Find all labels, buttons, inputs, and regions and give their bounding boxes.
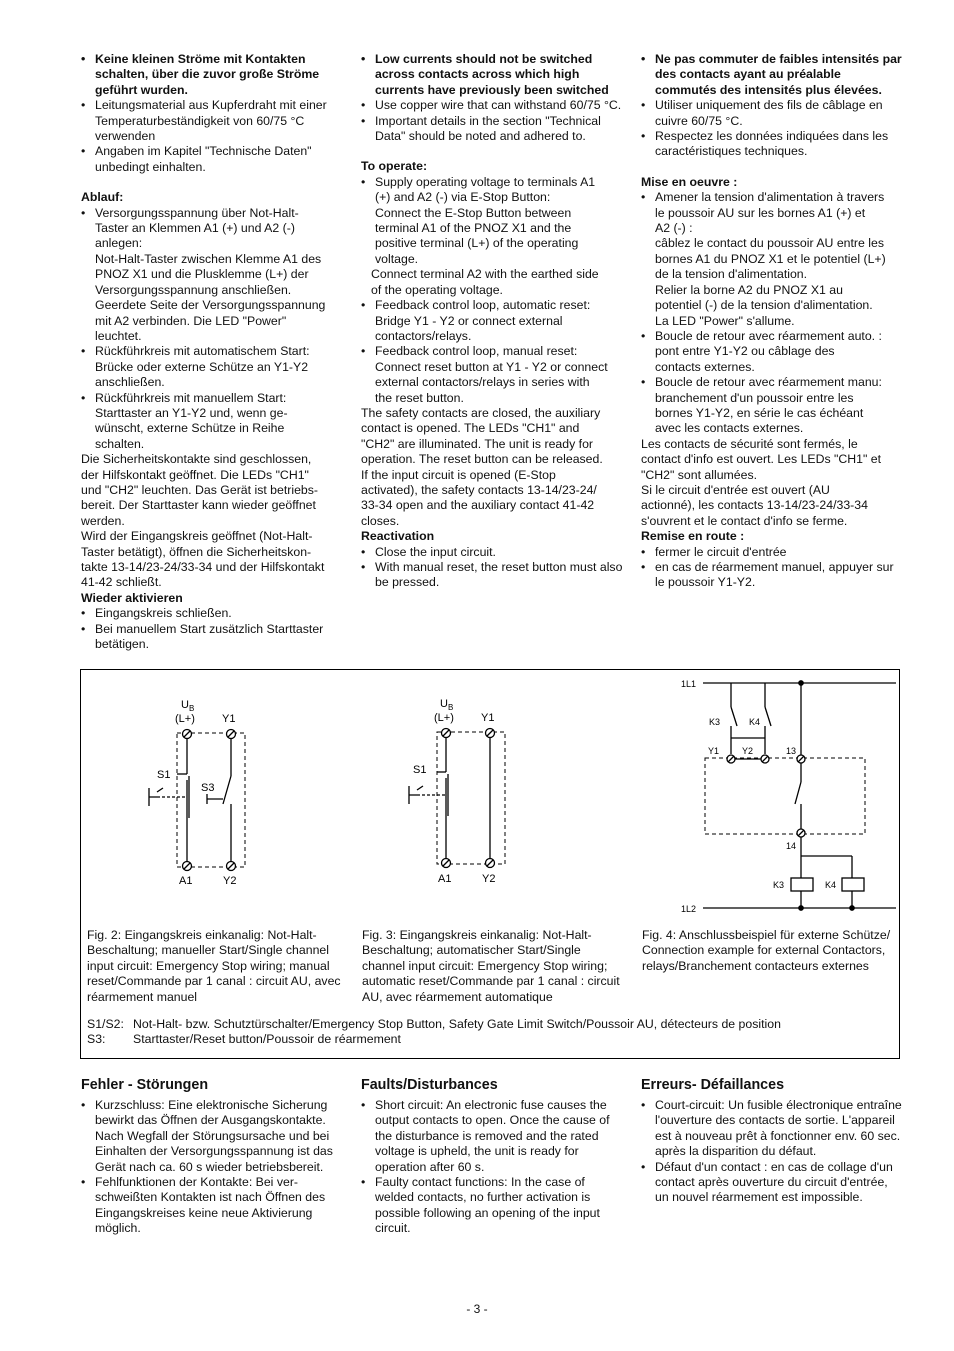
list-item: • Ne pas commuter de faibles intensités par des contacts ayant au préalable commutés des intensités plus élevées. [641, 52, 903, 98]
list-item: • Eingangskreis schließen. [81, 606, 341, 621]
section-heading-remise-en-route: Remise en route : [641, 529, 745, 544]
paragraph [81, 452, 341, 591]
list-item: • Important details in the section "Technical Data" should be noted and adhered to. [361, 114, 623, 145]
faults-list-de [81, 1098, 343, 1237]
list-item: • Faulty contact functions: In the case of welded contacts, no further activation is possible following an opening of the input circuit. [361, 1175, 623, 1237]
fig2-label-ub-sub: B [189, 704, 195, 713]
fig4-label-y2: Y2 [742, 746, 754, 756]
fig4-label-y1: Y1 [708, 746, 720, 756]
reset-switch-icon [223, 776, 231, 804]
text-line: potentiel (-) de la tension d'alimentation. [655, 298, 873, 313]
k3-coil-icon [791, 878, 813, 891]
text-line: • Boucle de retour avec réarmement auto. : [655, 328, 882, 343]
text-line: • Versorgungsspannung über Not-Halt- [95, 205, 299, 220]
text-line: • Feedback control loop, automatic reset: [375, 298, 591, 313]
fig2-label-s1: S1 [157, 769, 171, 781]
text-line: contact d'info est ouvert. Les LEDs "CH1" et [641, 452, 882, 467]
device-outline [437, 732, 505, 864]
fig4-label-k4-coil: K4 [825, 880, 837, 890]
k3-contact-icon [731, 707, 737, 726]
fig4-caption: Fig. 4: Anschlussbeispiel für externe Schütze/ Connection example for external Contactors, relays/Branchement contacteurs externes [642, 928, 891, 973]
wiring-diagrams [81, 670, 899, 920]
list-item: • Court-circuit: Un fusible électronique entraîne l'ouverture des contacts de sortie. L'appareil est à nouveau prêt à fonctionner env. 60 sec. après la disparition du défaut. [641, 1098, 903, 1160]
k4-coil-icon [842, 878, 864, 891]
list-item: • Défaut d'un contact : en cas de collage d'un contact après ouverture du circuit d'entrée, un nouvel réarmement est impossible. [641, 1160, 903, 1206]
text-line: Connect terminal A2 with the earthed side [371, 267, 599, 282]
faults-list-en [361, 1098, 623, 1237]
list-item [641, 329, 903, 375]
text-line: • Rückführkreis mit manuellem Start: [95, 390, 287, 405]
text-line: bereit. Der Starttaster kann wieder geöffnet [81, 498, 316, 513]
german-column [81, 52, 341, 652]
text-line: Taster betätigt), öffnen die Sicherheitskon- [81, 544, 312, 559]
fig3-label-lplus: (L+) [434, 712, 454, 724]
text-line: s'ouvrent et le contact d'info se ferme. [641, 513, 848, 528]
list-item: • en cas de réarmement manuel, appuyer sur le poussoir Y1-Y2. [641, 560, 903, 591]
fig3-label-y2: Y2 [482, 873, 496, 885]
text-line: wünscht, externe Schütze in Reihe [95, 421, 285, 436]
english-procedure-list [361, 175, 623, 267]
list-item: • Keine kleinen Ströme mit Kontakten schalten, über die zuvor große Ströme geführt wurden. [81, 52, 341, 98]
text-line: • Supply operating voltage to terminals A1 [375, 174, 596, 189]
list-item: • Low currents should not be switched across contacts across which high currents have previously been switched [361, 52, 623, 98]
list-item: • Bei manuellem Start zusätzlich Starttaster betätigen. [81, 622, 341, 653]
text-line: contactors/relays. [375, 328, 472, 343]
list-item [361, 344, 623, 406]
fig3-caption: Fig. 3: Eingangskreis einkanalig: Not-Halt-Beschaltung; automatischer Start/Single channel input circuit: Emergency Stop wiring; automatic reset/Commande par 1 canal : circuit AU, avec réarmement automatique [362, 928, 620, 1004]
text-line: contacts externes. [655, 359, 755, 374]
section-heading-ablauf: Ablauf: [81, 190, 124, 205]
fig4-label-k3-coil: K3 [773, 880, 785, 890]
text-line: voltage. [375, 251, 419, 266]
text-line: Starttaster an Y1-Y2 und, wenn ge- [95, 405, 288, 420]
text-line: the reset button. [375, 390, 464, 405]
text-line: The safety contacts are closed, the auxiliary [361, 405, 601, 420]
text-line: external contactors/relays in series with [375, 375, 590, 390]
paragraph [361, 406, 623, 529]
section-heading-mise-en-oeuvre: Mise en oeuvre : [641, 174, 738, 189]
figure-legend [87, 1017, 781, 1048]
fig4-diagram [703, 681, 896, 910]
text-line: positive terminal (L+) of the operating [375, 236, 579, 251]
section-heading-to-operate: To operate: [361, 159, 428, 174]
faults-heading-en: Faults/Disturbances [361, 1077, 498, 1093]
text-line: schalten. [95, 436, 145, 451]
text-line: terminal A1 of the PNOZ X1 and the [375, 221, 572, 236]
list-item: • Leitungsmaterial aus Kupferdraht mit einer Temperaturbeständigkeit von 60/75 °C verwenden [81, 98, 341, 144]
legend-text: Not-Halt- bzw. Schutztürschalter/Emergency Stop Button, Safety Gate Limit Switch/Poussoir AU, détecteurs de position [133, 1017, 781, 1031]
text-line: bornes A1 du PNOZ X1 et le potentiel (L+) [655, 251, 886, 266]
fig2-caption: Fig. 2: Eingangskreis einkanalig: Not-Halt-Beschaltung; manueller Start/Single channel input circuit: Emergency Stop wiring; manual reset/Commande par 1 canal : circuit AU, avec réarmement manuel [87, 928, 341, 1004]
text-line: (+) and A2 (-) via E-Stop Button: [375, 190, 551, 205]
text-line: Taster an Klemmen A1 (+) und A2 (-) [95, 221, 295, 236]
text-line: der Hilfskontakt geöffnet. Die LEDs "CH1" [81, 467, 309, 482]
text-line: • Feedback control loop, manual reset: [375, 344, 578, 359]
text-line: If the input circuit is opened (E-Stop [361, 467, 556, 482]
text-line: Si le circuit d'entrée est ouvert (AU [641, 482, 830, 497]
german-reactivation-list [81, 606, 341, 652]
list-item: • Angaben im Kapitel "Technische Daten" unbedingt einhalten. [81, 144, 341, 175]
text-line: operation. The reset button can be released. [361, 452, 603, 467]
text-line: de la tension d'alimentation. [655, 267, 808, 282]
french-warnings-list [641, 52, 903, 160]
english-warnings-list [361, 52, 623, 144]
legend-label: S3: [87, 1032, 106, 1047]
fig4-label-k4: K4 [749, 717, 761, 727]
english-column [361, 52, 623, 591]
legend-text: Starttaster/Reset button/Poussoir de réarmement [133, 1032, 401, 1047]
french-procedure-list [641, 190, 903, 437]
english-reactivation-list [361, 545, 623, 591]
text-line: Versorgungsspannung anschließen. [95, 282, 292, 297]
text-line: • Amener la tension d'alimentation à travers [655, 190, 885, 205]
text-line: "CH2" sont allumées. [641, 467, 758, 482]
fig4-label-14: 14 [786, 841, 797, 851]
list-item: • Fehlfunktionen der Kontakte: Bei ver-schweißten Kontakten ist nach Öffnen des Eingangskreises keine neue Aktivierung möglich. [81, 1175, 343, 1237]
device-outline [705, 758, 865, 834]
fig4-label-13: 13 [786, 746, 797, 756]
text-line: "CH2" are illuminated. The unit is ready for [361, 436, 594, 451]
list-item: • Use copper wire that can withstand 60/75 °C. [361, 98, 623, 113]
text-line: avec les contacts externes. [655, 421, 804, 436]
list-item [641, 190, 903, 329]
text-line: PNOZ X1 und die Plusklemme (L+) der [95, 267, 309, 282]
text-line: branchement d'un poussoir entre les [655, 390, 854, 405]
german-procedure-list [81, 206, 341, 453]
text-line: Connect the E-Stop Button between [375, 205, 572, 220]
figure-box [80, 669, 900, 1059]
text-line: werden. [81, 513, 125, 528]
faults-heading-de: Fehler - Störungen [81, 1077, 209, 1093]
list-item [81, 206, 341, 345]
fig4-label-1l1: 1L1 [681, 679, 697, 689]
list-item: • Close the input circuit. [361, 545, 623, 560]
english-feedback-list [361, 298, 623, 406]
text-line: bornes Y1-Y2, en série le cas échéant [655, 405, 864, 420]
text-line: Wird der Eingangskreis geöffnet (Not-Halt- [81, 529, 313, 544]
page-number: - 3 - [466, 1302, 488, 1316]
fig2-label-a1: A1 [179, 875, 193, 887]
text-line: Relier la borne A2 du PNOZ X1 au [655, 282, 843, 297]
text-line: anlegen: [95, 236, 143, 251]
french-reactivation-list [641, 545, 903, 591]
fig2-label-lplus: (L+) [175, 713, 195, 725]
fig3-label-ub: U [440, 698, 448, 710]
german-warnings-list [81, 52, 341, 175]
text-line: of the operating voltage. [371, 282, 503, 297]
paragraph [641, 437, 903, 529]
text-line: und "CH2" leuchten. Das Gerät ist betriebs- [81, 482, 319, 497]
k4-contact-icon [765, 707, 771, 726]
fig3-label-a1: A1 [438, 873, 452, 885]
list-item: • Rückführkreis mit automatischem Start: Brücke oder externe Schütze an Y1-Y2 anschließen. [81, 344, 341, 390]
fig2-label-s3: S3 [201, 782, 215, 794]
text-line: Geerdete Seite der Versorgungsspannung [95, 298, 326, 313]
fig2-diagram [149, 730, 245, 871]
legend-label: S1/S2: [87, 1017, 124, 1031]
list-item: • Utiliser uniquement des fils de câblage en cuivre 60/75 °C. [641, 98, 903, 129]
fig3-label-ub-sub: B [448, 703, 454, 712]
list-item: • Respectez les données indiquées dans les caractéristiques techniques. [641, 129, 903, 160]
fig2-label-y2: Y2 [223, 875, 237, 887]
text-line: pont entre Y1-Y2 ou câblage des [655, 344, 835, 359]
list-item [361, 298, 623, 344]
fig4-label-k3: K3 [709, 717, 721, 727]
fig3-label-s1: S1 [413, 764, 427, 776]
text-line: 41-42 schließt. [81, 575, 162, 590]
list-item: • Short circuit: An electronic fuse causes the output contacts to open. Once the cause of the disturbance is removed and the rated voltage is upheld, the unit is ready for operation after 60 s. [361, 1098, 623, 1175]
text-line: Les contacts de sécurité sont fermés, le [641, 436, 858, 451]
list-item: • fermer le circuit d'entrée [641, 545, 903, 560]
text-line: contact is opened. The LEDs "CH1" and [361, 421, 580, 436]
text-line: le poussoir AU sur les bornes A1 (+) et [655, 205, 866, 220]
text-line: takte 13-14/23-24/33-34 und der Hilfskontakt [81, 560, 325, 574]
list-item [641, 375, 903, 437]
text-line: activated), the safety contacts 13-14/23-24/ [361, 482, 597, 497]
text-line: leuchtet. [95, 328, 142, 343]
text-line: closes. [361, 513, 400, 528]
text-line: • Boucle de retour avec réarmement manu: [655, 375, 882, 390]
fig4-label-1l2: 1L2 [681, 904, 697, 914]
section-heading-wieder-aktivieren: Wieder aktivieren [81, 590, 183, 605]
list-item [81, 391, 341, 453]
text-line: A2 (-) : [655, 221, 693, 236]
list-item: • Kurzschluss: Eine elektronische Sicherung bewirkt das Öffnen der Ausgangskontakte. Nach Wegfall der Störungsursache und bei Einhalten der Versorgungsspannung ist das Gerät nach ca. 60 s wieder betriebsbereit. [81, 1098, 343, 1175]
text-line: 33-34 open and the auxiliary contact 41-42 [361, 498, 595, 513]
list-item: • With manual reset, the reset button must also be pressed. [361, 560, 623, 591]
text-line: mit A2 verbinden. Die LED "Power" [95, 313, 287, 328]
fig3-label-y1: Y1 [481, 712, 495, 724]
fig2-label-ub: U [181, 699, 189, 711]
text-line: Connect reset button at Y1 - Y2 or connect [375, 359, 608, 374]
french-column [641, 52, 903, 591]
faults-list-fr [641, 1098, 903, 1206]
text-line: La LED "Power" s'allume. [655, 313, 795, 328]
text-line: câblez le contact du poussoir AU entre les [655, 236, 884, 251]
fig2-label-y1: Y1 [222, 713, 236, 725]
text-line: actionné), les contacts 13-14/23-24/33-34 [641, 498, 868, 513]
section-heading-reactivation: Reactivation [361, 529, 435, 544]
list-item [361, 175, 623, 267]
safety-contact-icon [795, 782, 801, 804]
text-line: Not-Halt-Taster zwischen Klemme A1 des [95, 251, 322, 266]
faults-heading-fr: Erreurs- Défaillances [641, 1077, 785, 1093]
text-line: Bridge Y1 - Y2 or connect external [375, 313, 563, 328]
text-line: Die Sicherheitskontakte sind geschlossen, [81, 452, 312, 467]
fig3-diagram [409, 729, 505, 868]
